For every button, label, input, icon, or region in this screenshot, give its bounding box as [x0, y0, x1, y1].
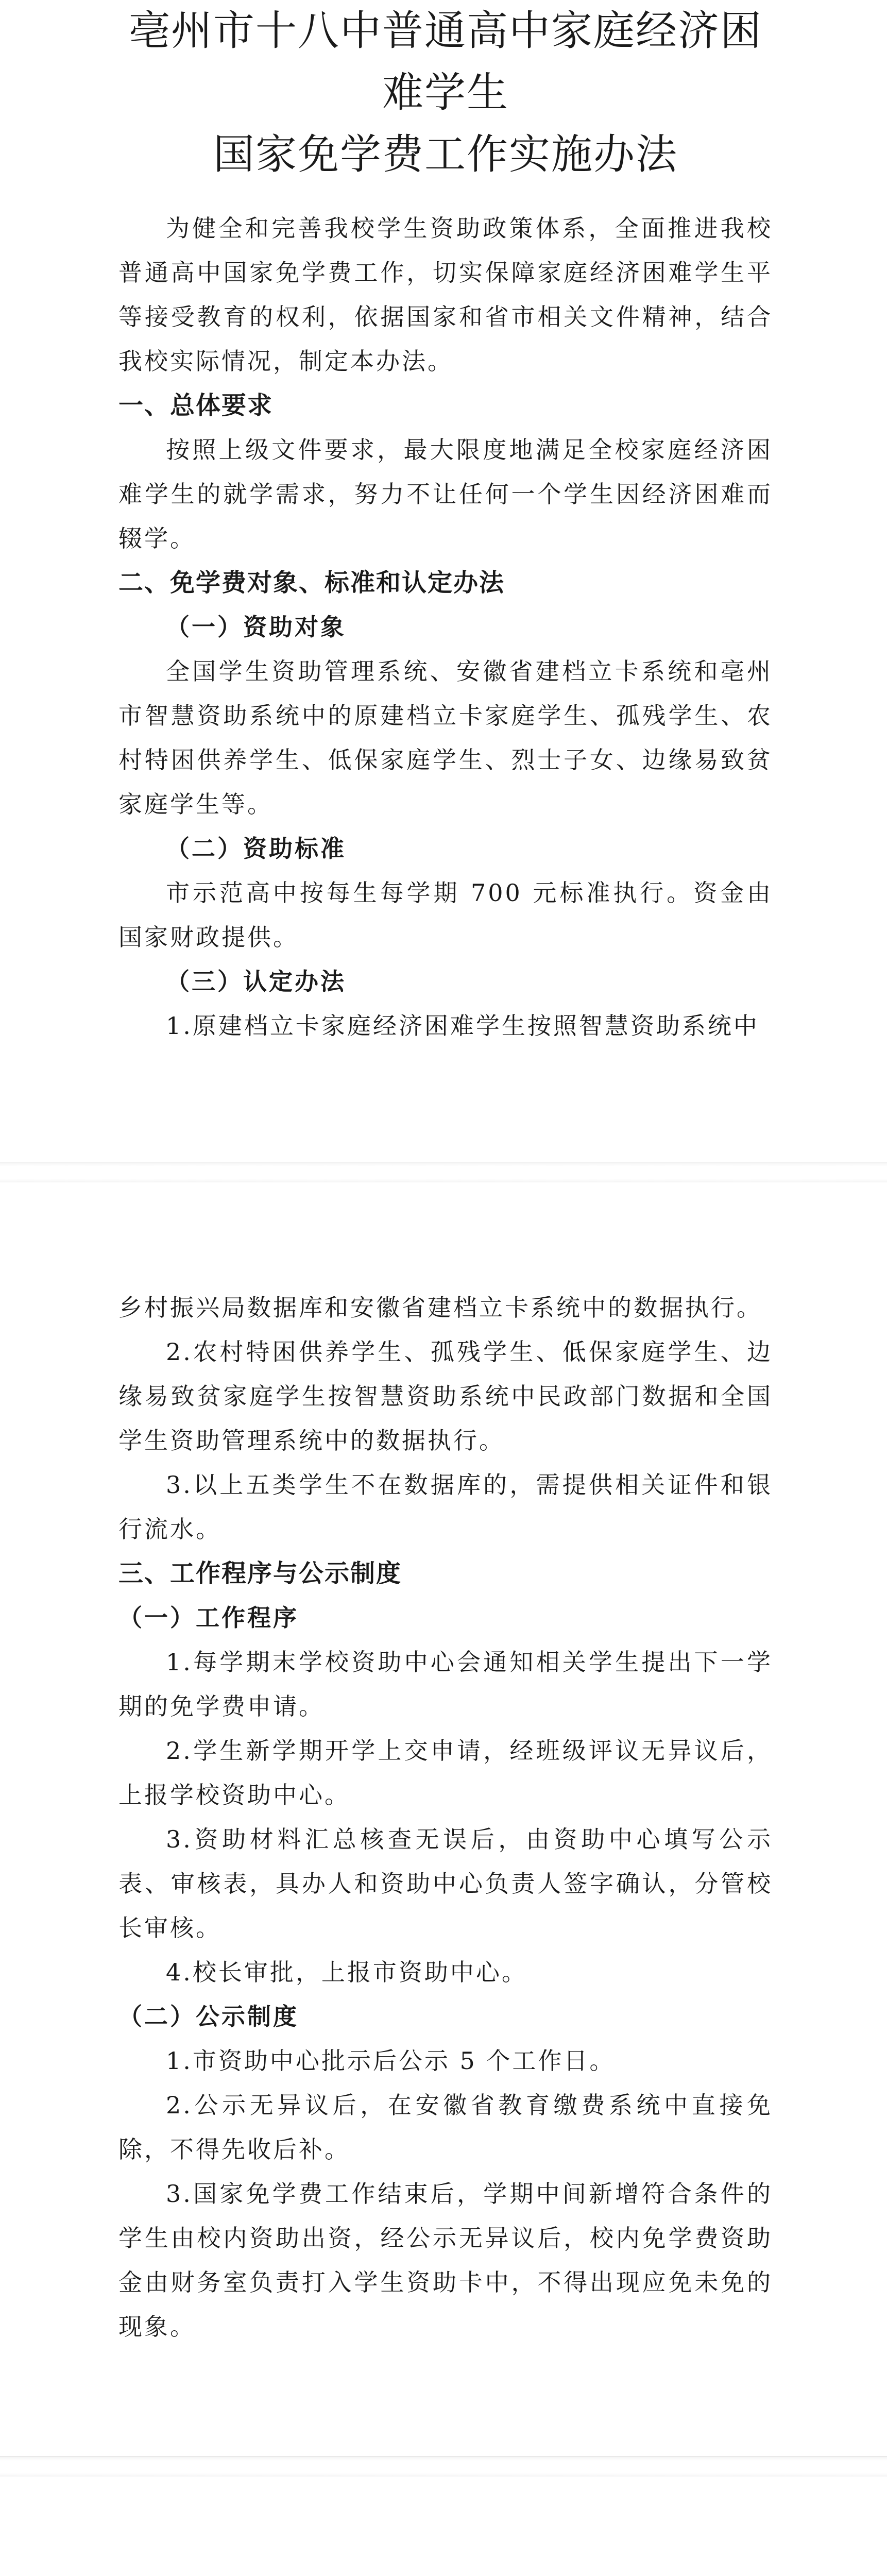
section-2-item-1-part-2: 乡村振兴局数据库和安徽省建档立卡系统中的数据执行。: [118, 1294, 762, 1321]
page-separator: [0, 2456, 887, 2478]
section-3-heading: 三、工作程序与公示制度: [118, 1559, 402, 1588]
document-page-3: [0, 2477, 887, 2576]
section-3-sub-2-heading: （二）公示制度: [118, 2003, 299, 2030]
intro-paragraph: 为健全和完善我校学生资助政策体系，全面推进我校普通高中国家免学费工作，切实保障家庭经济困难学生平等接受教育的权利，依据国家和省市相关文件精神，结合我校实际情况，制定本办法。: [118, 214, 773, 375]
section-2-sub-2-heading: （二）资助标准: [166, 835, 346, 862]
section-2-item-2: 2.农村特困供养学生、孤残学生、低保家庭学生、边缘易致贫家庭学生按智慧资助系统中民政部门数据和全国学生资助管理系统中的数据执行。: [118, 1338, 773, 1454]
section-2-sub-1-heading: （一）资助对象: [166, 613, 346, 641]
section-3-sub-1-item: 4.校长审批，上报市资助中心。: [166, 1958, 527, 1986]
section-2-sub-2-paragraph: 市示范高中按每生每学期 700 元标准执行。资金由国家财政提供。: [118, 879, 773, 951]
section-3-sub-1-heading: （一）工作程序: [118, 1604, 299, 1632]
page-2-content: [118, 1285, 773, 2349]
document-page-2: [0, 1182, 887, 2456]
page-separator: [0, 1162, 887, 1183]
section-3-sub-1-item: 2.学生新学期开学上交申请，经班级评议无异议后，上报学校资助中心。: [118, 1737, 773, 1809]
section-3-sub-2-item: 1.市资助中心批示后公示 5 个工作日。: [166, 2047, 616, 2075]
section-2-heading: 二、免学费对象、标准和认定办法: [118, 568, 505, 597]
document-title-line-2: 国家免学费工作实施办法: [213, 130, 678, 178]
document-page-1: [0, 0, 887, 1162]
section-1-paragraph: 按照上级文件要求，最大限度地满足全校家庭经济困难学生的就学需求，努力不让任何一个学生因经济困难而辍学。: [118, 436, 773, 552]
section-3-sub-2-item: 2.公示无异议后，在安徽省教育缴费系统中直接免除，不得先收后补。: [118, 2091, 773, 2163]
section-3-sub-1-item: 1.每学期末学校资助中心会通知相关学生提出下一学期的免学费申请。: [118, 1648, 773, 1720]
section-2-sub-3-heading: （三）认定办法: [166, 968, 346, 995]
section-3-sub-1-item: 3.资助材料汇总核查无误后，由资助中心填写公示表、审核表，具办人和资助中心负责人签字确认，分管校长审核。: [118, 1825, 773, 1942]
section-2-item-1-part-1: 1.原建档立卡家庭经济困难学生按照智慧资助系统中: [166, 1012, 759, 1040]
section-3-sub-2-item: 3.国家免学费工作结束后，学期中间新增符合条件的学生由校内资助出资，经公示无异议后，校内免学费资助金由财务室负责打入学生资助卡中，不得出现应免未免的现象。: [118, 2180, 773, 2341]
section-2-item-3: 3.以上五类学生不在数据库的，需提供相关证件和银行流水。: [118, 1471, 773, 1543]
page-1-content: [118, 0, 773, 1048]
document-title-line-1: 亳州市十八中普通高中家庭经济困难学生: [129, 7, 762, 116]
section-2-sub-1-paragraph: 全国学生资助管理系统、安徽省建档立卡系统和亳州市智慧资助系统中的原建档立卡家庭学生、孤残学生、农村特困供养学生、低保家庭学生、烈士子女、边缘易致贫家庭学生等。: [118, 657, 773, 818]
section-1-heading: 一、总体要求: [118, 391, 274, 420]
